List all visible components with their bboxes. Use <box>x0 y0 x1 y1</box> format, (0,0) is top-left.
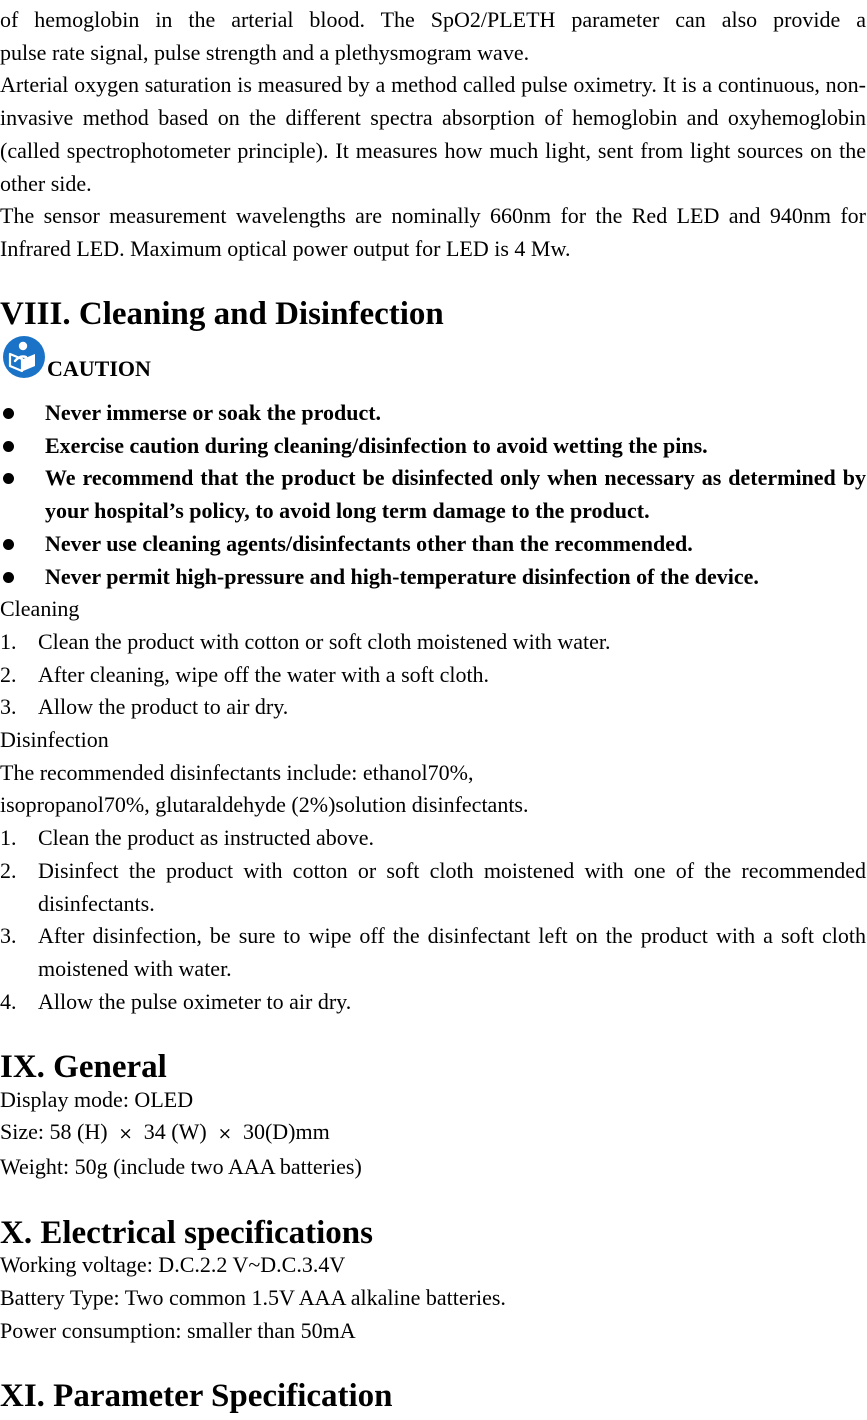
caution-text: Never immerse or soak the product. <box>45 400 382 426</box>
step-item <box>0 691 866 724</box>
spacer <box>0 266 866 299</box>
step-number: 1. <box>0 825 17 851</box>
times-sign: × <box>217 1124 232 1145</box>
display-mode: Display mode: OLED <box>0 1086 194 1112</box>
step-text: Disinfect the product with cotton or soft cloth moistened with one of the recommended disinfectants. <box>38 857 866 916</box>
bullet-dot-icon <box>3 441 14 452</box>
spacer <box>0 1347 866 1380</box>
caution-label: CAUTION <box>47 356 151 382</box>
step-number: 2. <box>0 857 17 883</box>
wavelength-paragraph: The sensor measurement wavelengths are nominally 660nm for the Red LED and 940nm for Infrared LED. Maximum optical power output for LED is 4 Mw. <box>0 203 866 261</box>
caution-item <box>0 528 866 561</box>
step-text: After cleaning, wipe off the water with a soft cloth. <box>38 661 490 687</box>
bullet-dot-icon <box>3 539 14 550</box>
caution-item <box>0 462 866 527</box>
caution-item <box>0 561 866 594</box>
disinfectants-line-2: isopropanol70%, glutaraldehyde (2%)solution disinfectants. <box>0 792 529 818</box>
step-number: 2. <box>0 661 17 687</box>
read-manual-icon <box>2 335 46 379</box>
disinfectants-line-1: The recommended disinfectants include: ethanol70%, <box>0 759 474 785</box>
size-width: 34 (W) <box>143 1119 207 1145</box>
general-heading: IX. General <box>0 1049 167 1086</box>
caution-text: Exercise caution during cleaning/disinfection to avoid wetting the pins. <box>45 432 708 458</box>
caution-text: Never permit high-pressure and high-temperature disinfection of the device. <box>45 563 759 589</box>
working-voltage: Working voltage: D.C.2.2 V~D.C.3.4V <box>0 1252 346 1278</box>
step-text: After disinfection, be sure to wipe off the disinfectant left on the product with a soft cloth moistened with water. <box>38 923 866 981</box>
step-item <box>0 626 866 659</box>
spacer <box>0 1018 866 1051</box>
parameter-heading: XI. Parameter Specification <box>0 1378 393 1415</box>
pulse-oximetry-paragraph: Arterial oxygen saturation is measured by a method called pulse oximetry. It is a continuous, non-invasive method based on the different spectra absorption of hemoglobin and oxyhemoglobin (called spectrophotometer principle). It measures how much light, sent from light sources on the other side. <box>0 72 866 196</box>
caution-list <box>0 397 866 593</box>
step-item <box>0 855 866 920</box>
electrical-heading: X. Electrical specifications <box>0 1214 373 1251</box>
step-number: 1. <box>0 628 17 654</box>
step-text: Clean the product as instructed above. <box>38 825 375 851</box>
spacer <box>0 1184 866 1217</box>
caution-text: Never use cleaning agents/disinfectants other than the recommended. <box>45 530 693 556</box>
bullet-dot-icon <box>3 408 14 419</box>
disinfection-subtitle: Disinfection <box>0 727 109 753</box>
intro-line-2: pulse rate signal, pulse strength and a plethysmogram wave. <box>0 39 530 65</box>
size-height: Size: 58 (H) <box>0 1119 108 1145</box>
weight-spec: Weight: 50g (include two AAA batteries) <box>0 1154 362 1180</box>
caution-text: We recommend that the product be disinfected only when necessary as determined by your hospital’s policy, to avoid long term damage to the product. <box>45 465 866 524</box>
step-item <box>0 920 866 985</box>
step-number: 4. <box>0 988 17 1014</box>
manual-page <box>0 4 866 1413</box>
step-text: Allow the pulse oximeter to air dry. <box>38 988 352 1014</box>
cleaning-heading: VIII. Cleaning and Disinfection <box>0 296 444 333</box>
bullet-dot-icon <box>3 473 14 484</box>
step-item <box>0 659 866 692</box>
step-item <box>0 986 866 1019</box>
step-number: 3. <box>0 694 17 720</box>
bullet-dot-icon <box>3 572 14 583</box>
power-consumption: Power consumption: smaller than 50mA <box>0 1317 356 1343</box>
battery-type: Battery Type: Two common 1.5V AAA alkaline batteries. <box>0 1284 506 1310</box>
caution-item <box>0 430 866 463</box>
size-spec <box>0 1116 866 1151</box>
step-text: Clean the product with cotton or soft cloth moistened with water. <box>38 628 611 654</box>
step-number: 3. <box>0 923 17 949</box>
disinfection-steps <box>0 822 866 1018</box>
caution-item <box>0 397 866 430</box>
caution-header <box>0 331 866 397</box>
intro-line-1: of hemoglobin in the arterial blood. The SpO2/PLETH parameter can also provide a <box>0 7 866 32</box>
cleaning-subtitle: Cleaning <box>0 596 80 622</box>
times-sign: × <box>118 1124 133 1145</box>
cleaning-steps <box>0 626 866 724</box>
size-depth: 30(D)mm <box>242 1119 330 1145</box>
step-text: Allow the product to air dry. <box>38 694 289 720</box>
step-item <box>0 822 866 855</box>
